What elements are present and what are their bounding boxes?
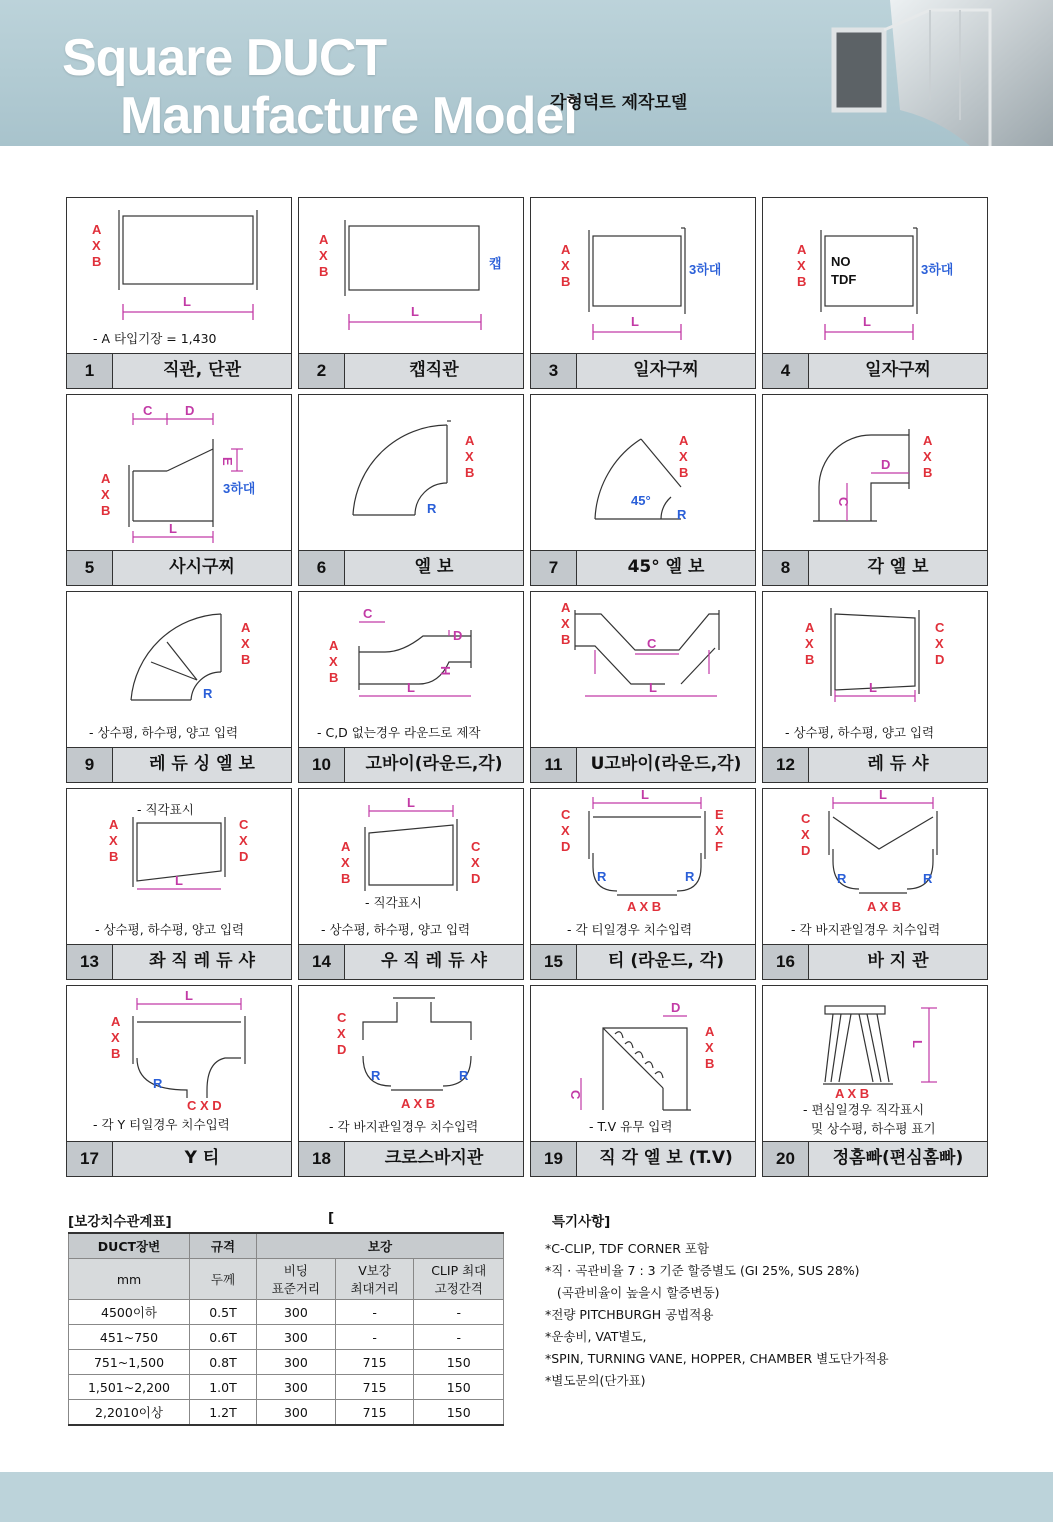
- svg-text:D: D: [471, 871, 481, 886]
- model-card-16: [762, 788, 988, 980]
- svg-text:X: X: [561, 823, 570, 838]
- svg-text:C: C: [471, 839, 481, 854]
- svg-text:X: X: [805, 636, 814, 651]
- table-cell: 715: [335, 1350, 414, 1375]
- item-name: 고바이(라운드,각): [365, 754, 503, 774]
- col-header: 보강: [257, 1233, 504, 1259]
- model-card-5: [66, 394, 292, 586]
- table-cell: -: [414, 1300, 504, 1325]
- square-elbow-diagram: [763, 395, 986, 551]
- table-cell: 0.8T: [190, 1350, 257, 1375]
- svg-text:R: R: [203, 686, 213, 701]
- straight-reducer-diagram: [531, 198, 754, 354]
- item-number: 13: [67, 945, 113, 979]
- item-number: 15: [531, 945, 577, 979]
- svg-text:X: X: [109, 833, 118, 848]
- model-card-8: [762, 394, 988, 586]
- item-number: 16: [763, 945, 809, 979]
- model-card-6: [298, 394, 524, 586]
- svg-text:B: B: [705, 1056, 715, 1071]
- svg-text:B: B: [109, 849, 119, 864]
- table-bracket: [: [328, 1210, 335, 1226]
- svg-text:R: R: [371, 1068, 381, 1083]
- model-card-15: [530, 788, 756, 980]
- model-card-12: [762, 591, 988, 783]
- model-card-11: [530, 591, 756, 783]
- svg-text:L: L: [407, 795, 415, 810]
- svg-text:X: X: [341, 855, 350, 870]
- svg-text:D: D: [239, 849, 249, 864]
- svg-text:A: A: [109, 817, 119, 832]
- svg-text:A X B: A X B: [401, 1096, 436, 1111]
- svg-text:A: A: [805, 620, 815, 635]
- note: - C,D 없는경우 라운드로 제작: [317, 725, 481, 740]
- duct-model-grid: [66, 197, 990, 1179]
- svg-text:D: D: [561, 839, 571, 854]
- cap-label: 캡: [489, 256, 502, 271]
- col-subheader: CLIP 최대 고정간격: [414, 1259, 504, 1300]
- note: - 각 티일경우 치수입력: [567, 922, 693, 937]
- svg-text:A: A: [101, 471, 111, 486]
- item-number: 6: [299, 551, 345, 585]
- table-row: [69, 1350, 504, 1375]
- svg-text:B: B: [111, 1046, 121, 1061]
- svg-text:F: F: [715, 839, 723, 854]
- svg-text:L: L: [863, 314, 871, 329]
- table-cell: 715: [335, 1400, 414, 1426]
- table-cell: 0.5T: [190, 1300, 257, 1325]
- svg-text:A: A: [241, 620, 251, 635]
- svg-text:D: D: [671, 1000, 681, 1015]
- svg-text:D: D: [337, 1042, 347, 1057]
- note-line: (곡관비율이 높을시 할증변동): [545, 1285, 720, 1300]
- item-name: 크로스바지관: [384, 1148, 484, 1168]
- svg-text:L: L: [183, 294, 191, 309]
- note-line: *전량 PITCHBURGH 공법적용: [545, 1307, 714, 1322]
- svg-text:A: A: [561, 242, 571, 257]
- note-line: *직 · 곡관비율 7 : 3 기준 할증별도 (GI 25%, SUS 28%): [545, 1263, 860, 1278]
- note-right-angle: - 직각표시: [137, 802, 194, 817]
- table-row: [69, 1325, 504, 1350]
- svg-text:L: L: [175, 873, 183, 888]
- svg-text:C: C: [935, 620, 945, 635]
- svg-text:D: D: [935, 652, 945, 667]
- item-name: 사시구찌: [169, 557, 235, 577]
- svg-text:X: X: [319, 248, 328, 263]
- item-name: 일자구찌: [865, 360, 931, 380]
- svg-text:H: H: [438, 666, 453, 676]
- col-subheader: 두께: [190, 1259, 257, 1300]
- svg-text:E: E: [220, 457, 235, 466]
- title-line2: Manufacture Model: [120, 87, 577, 145]
- item-number: 10: [299, 748, 345, 782]
- angle-label: 45°: [631, 493, 651, 508]
- model-card-13: [66, 788, 292, 980]
- note-line: *C-CLIP, TDF CORNER 포함: [545, 1241, 710, 1256]
- note-line2: 및 상수평, 하수평 표기: [811, 1121, 936, 1136]
- svg-text:L: L: [631, 314, 639, 329]
- item-name: 티 (라운드, 각): [608, 951, 724, 971]
- item-number: 7: [531, 551, 577, 585]
- table-title: [보강치수관계표]: [68, 1214, 172, 1230]
- svg-text:C X D: C X D: [187, 1098, 222, 1113]
- note: - 각 Y 티일경우 치수입력: [93, 1117, 230, 1132]
- note-line: *운송비, VAT별도,: [545, 1329, 647, 1344]
- note-right-angle: - 직각표시: [365, 895, 422, 910]
- table-cell: 751~1,500: [69, 1350, 190, 1375]
- model-card-20: [762, 985, 988, 1177]
- col-header: DUCT장변: [69, 1233, 190, 1259]
- item-number: 2: [299, 354, 345, 388]
- svg-text:B: B: [92, 254, 102, 269]
- svg-text:C: C: [363, 606, 373, 621]
- svg-text:C: C: [143, 403, 153, 418]
- svg-text:R: R: [677, 507, 687, 522]
- svg-text:L: L: [641, 789, 649, 802]
- svg-text:X: X: [329, 654, 338, 669]
- item-name: 좌 직 레 듀 샤: [149, 951, 255, 971]
- table-cell: -: [335, 1300, 414, 1325]
- table-cell: 150: [414, 1400, 504, 1426]
- svg-text:B: B: [329, 670, 339, 685]
- model-card-3: [530, 197, 756, 389]
- item-name: 캡직관: [409, 360, 459, 380]
- model-card-9: [66, 591, 292, 783]
- note: - 상수평, 하수평, 양고 입력: [321, 922, 471, 937]
- subtitle: 각형덕트 제작모델: [550, 93, 688, 113]
- special-notes: [545, 1238, 1015, 1392]
- table-header-row: [69, 1233, 504, 1259]
- table-cell: 300: [257, 1350, 336, 1375]
- item-number: 18: [299, 1142, 345, 1176]
- note: - A 타입기장 = 1,430: [93, 331, 217, 346]
- model-card-19: [530, 985, 756, 1177]
- svg-text:C: C: [239, 817, 249, 832]
- offset-reducer-diagram: [67, 395, 290, 551]
- svg-text:A: A: [679, 433, 689, 448]
- table-cell: 150: [414, 1375, 504, 1400]
- item-name: Y 티: [184, 1148, 220, 1168]
- svg-text:A: A: [319, 232, 329, 247]
- svg-text:L: L: [910, 1040, 925, 1048]
- item-number: 14: [299, 945, 345, 979]
- table-cell: 300: [257, 1325, 336, 1350]
- svg-text:C: C: [568, 1090, 583, 1100]
- svg-text:L: L: [879, 789, 887, 802]
- title-line1: Square DUCT: [62, 29, 387, 87]
- svg-text:X: X: [465, 449, 474, 464]
- item-name: 각 엘 보: [867, 557, 929, 577]
- svg-text:X: X: [935, 636, 944, 651]
- svg-text:A: A: [561, 600, 571, 615]
- svg-text:A: A: [705, 1024, 715, 1039]
- table-cell: 451~750: [69, 1325, 190, 1350]
- svg-text:D: D: [801, 843, 811, 858]
- model-card-14: [298, 788, 524, 980]
- svg-text:B: B: [341, 871, 351, 886]
- svg-text:C: C: [836, 497, 851, 507]
- table-cell: -: [335, 1325, 414, 1350]
- note: - 각 바지관일경우 치수입력: [791, 922, 941, 937]
- table-cell: 4500이하: [69, 1300, 190, 1325]
- duct-illustration: [820, 0, 1053, 146]
- svg-text:D: D: [453, 628, 463, 643]
- note: - 상수평, 하수평, 양고 입력: [785, 725, 935, 740]
- svg-text:B: B: [679, 465, 689, 480]
- item-name: 바 지 관: [867, 951, 929, 971]
- item-name: 일자구찌: [633, 360, 699, 380]
- item-name: 직관, 단관: [162, 360, 242, 380]
- svg-text:C: C: [801, 811, 811, 826]
- svg-text:B: B: [465, 465, 475, 480]
- svg-text:X: X: [337, 1026, 346, 1041]
- table-row: [69, 1300, 504, 1325]
- svg-text:R: R: [153, 1076, 163, 1091]
- svg-text:L: L: [649, 680, 657, 695]
- note: - T.V 유무 입력: [589, 1119, 673, 1134]
- item-number: 1: [67, 354, 113, 388]
- svg-text:A: A: [111, 1014, 121, 1029]
- col-header: 규격: [190, 1233, 257, 1259]
- model-card-2: [298, 197, 524, 389]
- svg-text:R: R: [837, 871, 847, 886]
- svg-text:B: B: [805, 652, 815, 667]
- table-row: [69, 1375, 504, 1400]
- table-cell: 1.2T: [190, 1400, 257, 1426]
- svg-text:R: R: [597, 869, 607, 884]
- item-number: 5: [67, 551, 113, 585]
- footer-band: [0, 1472, 1053, 1522]
- svg-text:B: B: [101, 503, 111, 518]
- u-offset-diagram: [531, 592, 754, 748]
- col-subheader: V보강 최대거리: [335, 1259, 414, 1300]
- item-number: 9: [67, 748, 113, 782]
- svg-text:X: X: [111, 1030, 120, 1045]
- svg-text:L: L: [185, 988, 193, 1003]
- label-3hade: 3하대: [921, 262, 954, 277]
- item-name: 45° 엘 보: [627, 557, 705, 577]
- svg-text:A: A: [465, 433, 475, 448]
- item-name: 정홈빠(편심홈빠): [832, 1148, 964, 1168]
- svg-text:X: X: [561, 616, 570, 631]
- svg-text:A: A: [92, 222, 102, 237]
- item-number: 17: [67, 1142, 113, 1176]
- item-number: 20: [763, 1142, 809, 1176]
- table-cell: 1.0T: [190, 1375, 257, 1400]
- item-number: 12: [763, 748, 809, 782]
- svg-text:C: C: [337, 1010, 347, 1025]
- svg-text:A: A: [329, 638, 339, 653]
- svg-text:X: X: [101, 487, 110, 502]
- svg-text:X: X: [715, 823, 724, 838]
- reinforcement-table: [68, 1232, 504, 1426]
- svg-text:X: X: [241, 636, 250, 651]
- svg-text:A X B: A X B: [627, 899, 662, 914]
- svg-text:R: R: [923, 871, 933, 886]
- capped-duct-diagram: [299, 198, 522, 354]
- note: - 각 바지관일경우 치수입력: [329, 1119, 479, 1134]
- svg-text:A X B: A X B: [835, 1086, 870, 1101]
- svg-text:B: B: [561, 632, 571, 647]
- item-name: 엘 보: [414, 557, 454, 577]
- svg-text:L: L: [169, 521, 177, 536]
- item-name: 레 듀 샤: [867, 754, 929, 774]
- table-cell: 715: [335, 1375, 414, 1400]
- elbow-diagram: [299, 395, 522, 551]
- item-number: 8: [763, 551, 809, 585]
- label-3hade: 3하대: [689, 262, 722, 277]
- table-cell: 150: [414, 1350, 504, 1375]
- table-cell: 1,501~2,200: [69, 1375, 190, 1400]
- item-name: 레 듀 싱 엘 보: [149, 754, 255, 774]
- svg-text:X: X: [705, 1040, 714, 1055]
- item-number: 11: [531, 748, 577, 782]
- svg-text:D: D: [185, 403, 195, 418]
- svg-text:E: E: [715, 807, 724, 822]
- table-cell: 2,2010이상: [69, 1400, 190, 1426]
- model-card-18: [298, 985, 524, 1177]
- label-3hade: 3하대: [223, 481, 256, 496]
- note-line: *SPIN, TURNING VANE, HOPPER, CHAMBER 별도단가적용: [545, 1351, 889, 1366]
- svg-text:B: B: [561, 274, 571, 289]
- svg-text:X: X: [239, 833, 248, 848]
- elbow-45-diagram: [531, 395, 754, 551]
- svg-text:X: X: [561, 258, 570, 273]
- notes-title: 특기사항]: [552, 1214, 611, 1230]
- note-line: *별도문의(단가표): [545, 1373, 646, 1388]
- svg-text:L: L: [411, 304, 419, 319]
- svg-text:B: B: [923, 465, 933, 480]
- svg-text:X: X: [679, 449, 688, 464]
- model-card-1: [66, 197, 292, 389]
- header-banner: [0, 0, 1053, 146]
- table-row: [69, 1400, 504, 1426]
- svg-text:R: R: [427, 501, 437, 516]
- item-number: 19: [531, 1142, 577, 1176]
- item-number: 3: [531, 354, 577, 388]
- svg-text:X: X: [923, 449, 932, 464]
- svg-text:A: A: [923, 433, 933, 448]
- svg-text:B: B: [241, 652, 251, 667]
- svg-text:R: R: [459, 1068, 469, 1083]
- svg-text:B: B: [319, 264, 329, 279]
- item-name: 직 각 엘 보 (T.V): [599, 1148, 733, 1168]
- svg-text:R: R: [685, 869, 695, 884]
- model-card-10: [298, 591, 524, 783]
- svg-text:B: B: [797, 274, 807, 289]
- model-card-4: [762, 197, 988, 389]
- svg-text:A: A: [341, 839, 351, 854]
- svg-text:C: C: [647, 636, 657, 651]
- table-cell: 300: [257, 1400, 336, 1426]
- svg-text:X: X: [471, 855, 480, 870]
- svg-text:X: X: [797, 258, 806, 273]
- tdf-label: TDF: [831, 272, 857, 287]
- svg-text:D: D: [881, 457, 891, 472]
- note: - 상수평, 하수평, 양고 입력: [89, 725, 239, 740]
- straight-reducer-no-tdf-diagram: [763, 198, 986, 354]
- col-subheader: 비딩 표준거리: [257, 1259, 336, 1300]
- note: - 상수평, 하수평, 양고 입력: [95, 922, 245, 937]
- table-cell: 300: [257, 1375, 336, 1400]
- svg-text:C: C: [561, 807, 571, 822]
- item-name: U고바이(라운드,각): [590, 754, 742, 774]
- table-cell: 0.6T: [190, 1325, 257, 1350]
- svg-text:L: L: [869, 680, 877, 695]
- svg-text:X: X: [801, 827, 810, 842]
- svg-text:X: X: [92, 238, 101, 253]
- no-label: NO: [831, 254, 851, 269]
- item-name: 우 직 레 듀 샤: [381, 951, 487, 971]
- table-subheader-row: [69, 1259, 504, 1300]
- note: - 편심일경우 직각표시: [803, 1102, 925, 1117]
- svg-text:A: A: [797, 242, 807, 257]
- model-card-17: [66, 985, 292, 1177]
- svg-text:A X B: A X B: [867, 899, 902, 914]
- model-card-7: [530, 394, 756, 586]
- item-number: 4: [763, 354, 809, 388]
- table-cell: -: [414, 1325, 504, 1350]
- svg-text:L: L: [407, 680, 415, 695]
- table-cell: 300: [257, 1300, 336, 1325]
- col-subheader: mm: [69, 1259, 190, 1300]
